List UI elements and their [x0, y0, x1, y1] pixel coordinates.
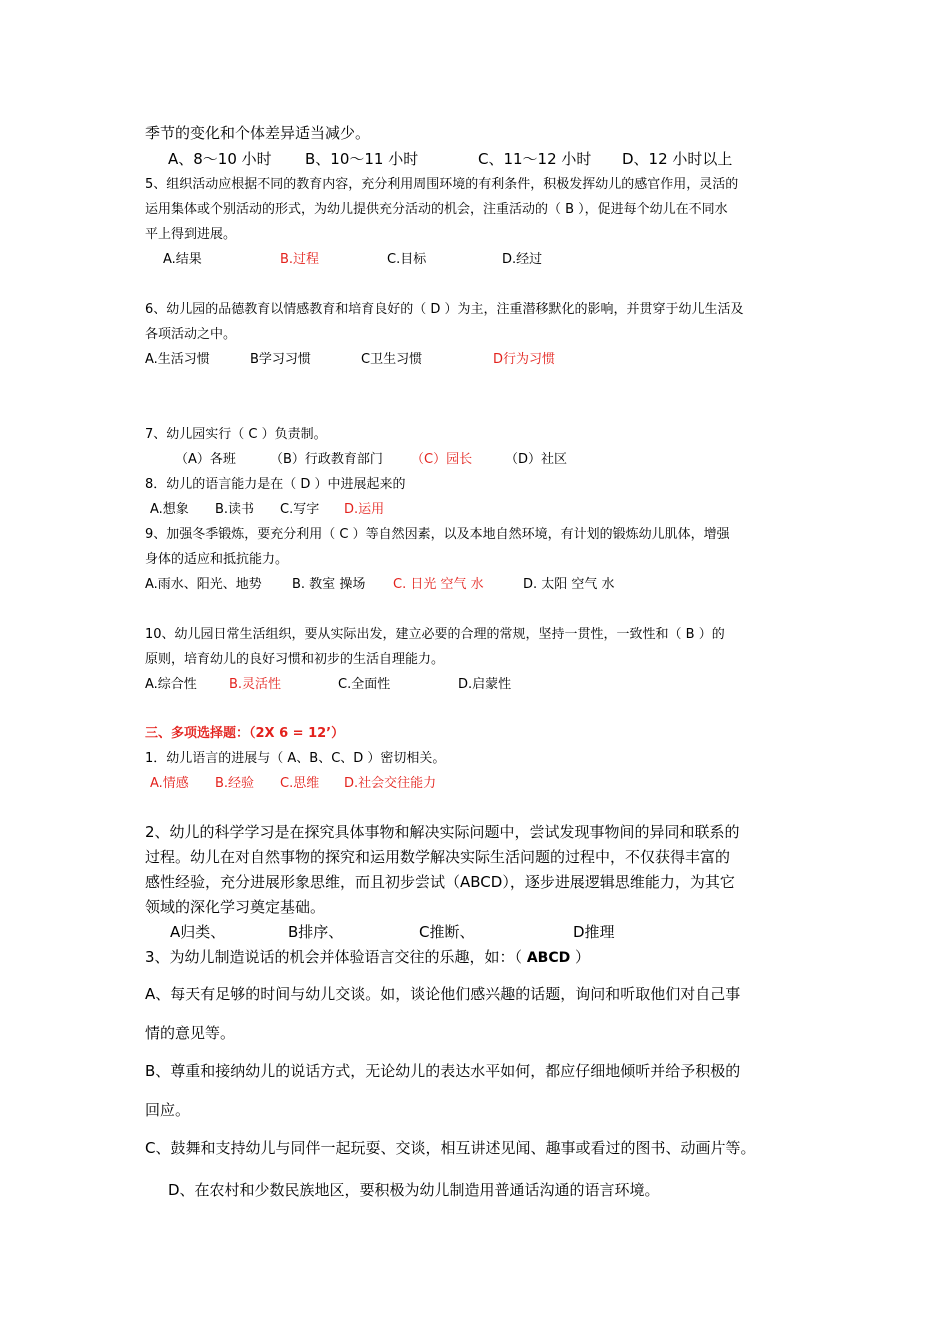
q6-option-b: B学习习惯 — [250, 352, 311, 367]
q8-line: 8．幼儿的语言能力是在（ D ）中进展起来的 — [145, 477, 406, 492]
m1-option-a: A.情感 — [150, 776, 189, 791]
m2-option-a: A归类、 — [170, 923, 226, 941]
section-heading: 三、多项选择题：（2X 6 = 12’） — [145, 726, 345, 741]
m1-option-d: D.社会交往能力 — [344, 776, 437, 791]
m3-option-d: D、在农村和少数民族地区，要积极为幼儿制造用普通话沟通的语言环境。 — [168, 1181, 660, 1199]
q10-option-c: C.全面性 — [338, 677, 391, 692]
q4-option-b: B、10～11 小时 — [305, 150, 419, 168]
q8-option-c: C.写字 — [280, 502, 320, 517]
q5-option-a: A.结果 — [163, 252, 202, 267]
q5-option-d: D.经过 — [502, 252, 543, 267]
q5-line-2: 运用集体或个别活动的形式，为幼儿提供充分活动的机会，注重活动的（ B ），促进每个幼儿在不同水 — [145, 202, 728, 217]
q6-line-2: 各项活动之中。 — [145, 327, 237, 342]
q7-option-c-answer: （C）园长 — [411, 452, 473, 467]
m3-stem-end: ） — [570, 948, 591, 966]
m1-option-c: C.思维 — [280, 776, 320, 791]
m2-line-2: 过程。幼儿在对自然事物的探究和运用数学解决实际生活问题的过程中，不仅获得丰富的 — [145, 848, 731, 866]
m3-option-a-line-1: A、每天有足够的时间与幼儿交谈。如，谈论他们感兴趣的话题，询问和听取他们对自己事 — [145, 985, 741, 1003]
q9-option-c-answer: C. 日光 空气 水 — [393, 577, 484, 592]
m2-line-4: 领域的深化学习奠定基础。 — [145, 898, 326, 916]
q4-option-a: A、8～10 小时 — [168, 150, 272, 168]
q8-option-d-answer: D.运用 — [344, 502, 385, 517]
q5-line-3: 平上得到进展。 — [145, 227, 237, 242]
q6-option-c: C卫生习惯 — [361, 352, 423, 367]
q10-option-d: D.启蒙性 — [458, 677, 512, 692]
m2-option-b: B排序、 — [288, 923, 344, 941]
m2-option-d: D推理 — [573, 923, 615, 941]
m2-option-c: C推断、 — [419, 923, 475, 941]
q10-option-a: A.综合性 — [145, 677, 197, 692]
q7-line: 7、幼儿园实行（ C ）负责制。 — [145, 427, 327, 442]
q6-line-1: 6、幼儿园的品德教育以情感教育和培育良好的（ D ）为主，注重潜移默化的影响，并贯穿于幼儿生活及 — [145, 302, 744, 317]
q5-option-b-answer: B.过程 — [280, 252, 320, 267]
q6-option-d-answer: D行为习惯 — [493, 352, 556, 367]
q9-option-a: A.雨水、阳光、地势 — [145, 577, 262, 592]
q4-continuation: 季节的变化和个体差异适当减少。 — [145, 124, 371, 142]
q4-option-d: D、12 小时以上 — [622, 150, 733, 168]
m2-line-1: 2、幼儿的科学学习是在探究具体事物和解决实际问题中，尝试发现事物间的异同和联系的 — [145, 823, 740, 841]
q5-line-1: 5、组织活动应根据不同的教育内容，充分利用周围环境的有利条件，积极发挥幼儿的感官作用，灵活的 — [145, 177, 739, 192]
q9-line-2: 身体的适应和抵抗能力。 — [145, 552, 289, 567]
q9-option-b: B. 教室 操场 — [292, 577, 366, 592]
q10-line-1: 10、幼儿园日常生活组织，要从实际出发，建立必要的合理的常规，坚持一贯性，一致性和（ B ）的 — [145, 627, 725, 642]
m3-option-c: C、鼓舞和支持幼儿与同伴一起玩耍、交谈，相互讲述见闻、趣事或看过的图书、动画片等。 — [145, 1139, 756, 1157]
q9-line-1: 9、加强冬季锻炼，要充分利用（ C ）等自然因素，以及本地自然环境，有计划的锻炼幼儿肌体，增强 — [145, 527, 730, 542]
m1-option-b: B.经验 — [215, 776, 255, 791]
q5-option-c: C.目标 — [387, 252, 427, 267]
m1-line: 1．幼儿语言的进展与（ A、B、C、D ）密切相关。 — [145, 751, 446, 766]
q9-option-d: D. 太阳 空气 水 — [523, 577, 615, 592]
m3-stem — [145, 950, 590, 965]
m3-option-b-line-2: 回应。 — [145, 1101, 191, 1119]
m3-option-b-line-1: B、尊重和接纳幼儿的说话方式，无论幼儿的表达水平如何，都应仔细地倾听并给予积极的 — [145, 1062, 741, 1080]
m3-option-a-line-2: 情的意见等。 — [145, 1024, 236, 1042]
q7-option-a: （A）各班 — [175, 452, 236, 467]
m3-answer: ABCD — [526, 950, 571, 966]
q10-option-b-answer: B.灵活性 — [229, 677, 282, 692]
q8-option-b: B.读书 — [215, 502, 255, 517]
q7-option-d: （D）社区 — [505, 452, 568, 467]
q8-option-a: A.想象 — [150, 502, 189, 517]
q6-option-a: A.生活习惯 — [145, 352, 210, 367]
q7-option-b: （B）行政教育部门 — [270, 452, 383, 467]
m3-stem-text: 3、为幼儿制造说话的机会并体验语言交往的乐趣，如：（ — [145, 948, 527, 966]
m2-line-3: 感性经验，充分进展形象思维，而且初步尝试（ABCD），逐步进展逻辑思维能力，为其它 — [145, 873, 735, 891]
q4-option-c: C、11～12 小时 — [478, 150, 592, 168]
q10-line-2: 原则，培育幼儿的良好习惯和初步的生活自理能力。 — [145, 652, 445, 667]
